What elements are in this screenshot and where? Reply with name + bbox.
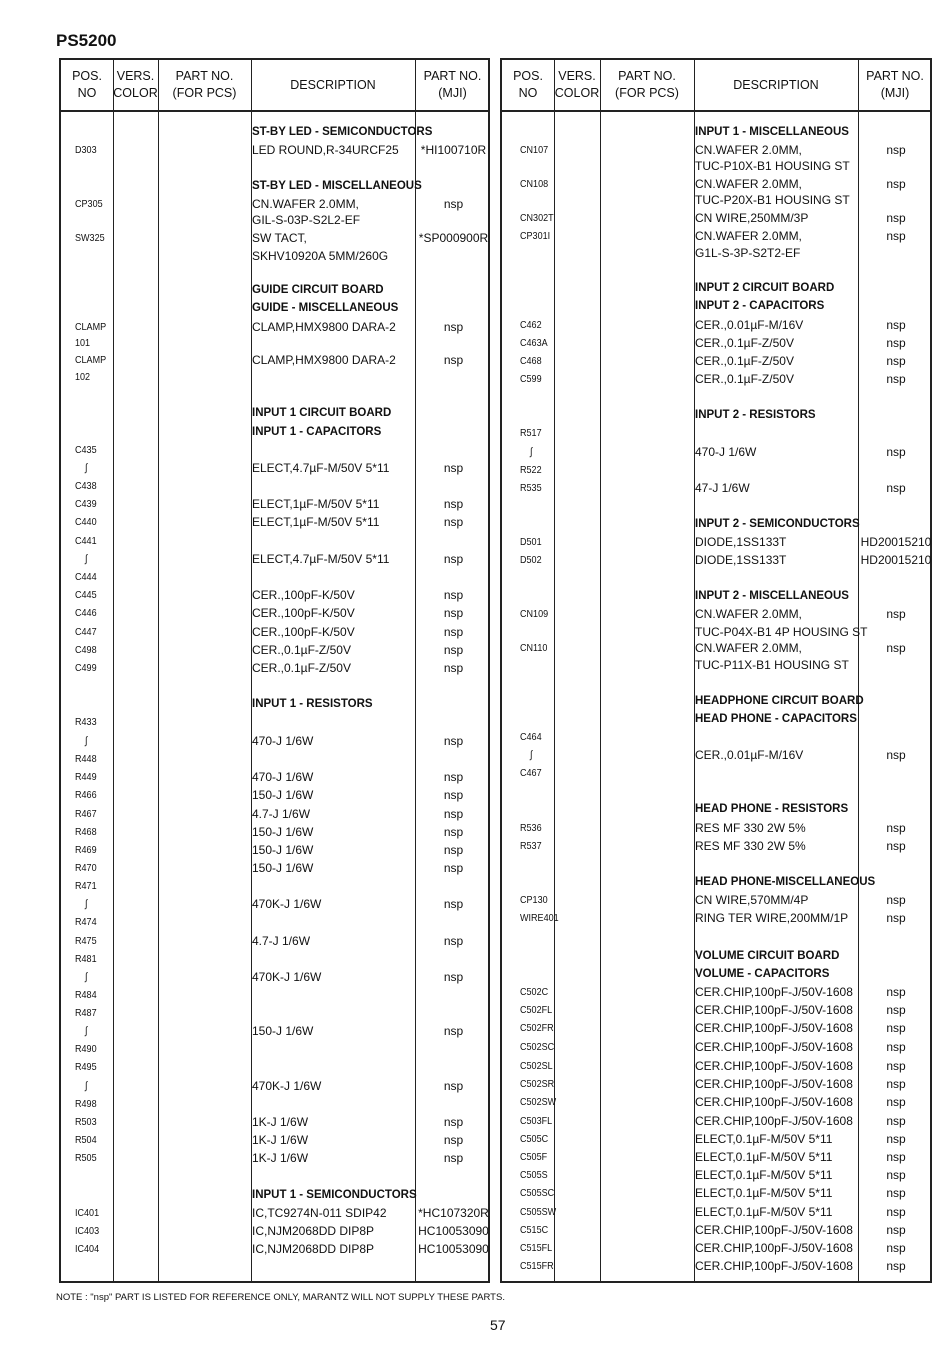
description-cell: CER.,0.1µF-Z/50V bbox=[252, 661, 351, 675]
pos-no-cell: C444 bbox=[75, 571, 97, 583]
part-no-mji-cell: nsp bbox=[443, 934, 464, 948]
section-heading: HEADPHONE CIRCUIT BOARD bbox=[695, 695, 864, 707]
description-cell: DIODE,1SS133T bbox=[695, 553, 787, 567]
description-cell: ELECT,4.7µF-M/50V 5*11 bbox=[252, 552, 390, 566]
description-cell: 1K-J 1/6W bbox=[252, 1115, 309, 1129]
description-cell: 470-J 1/6W bbox=[252, 770, 314, 784]
description-cell: CER.CHIP,100pF-J/50V-1608 bbox=[695, 1040, 853, 1054]
description-cell: 470-J 1/6W bbox=[252, 734, 314, 748]
section-heading: INPUT 2 - SEMICONDUCTORS bbox=[695, 518, 860, 530]
description-cell: ELECT,0.1µF-M/50V 5*11 bbox=[695, 1132, 833, 1146]
description-cell: CER.CHIP,100pF-J/50V-1608 bbox=[695, 1059, 853, 1073]
description-cell: CER.,0.01µF-M/16V bbox=[695, 318, 804, 332]
pos-no-cell: C505SW bbox=[520, 1206, 557, 1218]
pos-no-cell: D303 bbox=[75, 144, 97, 156]
description-cell: 470K-J 1/6W bbox=[252, 1079, 322, 1093]
footnote: NOTE : "nsp" PART IS LISTED FOR REFERENCE ONLY, MARANTZ WILL NOT SUPPLY THESE PARTS. bbox=[56, 1292, 505, 1303]
description-cell: IC,NJM2068DD DIP8P bbox=[252, 1224, 375, 1238]
part-no-mji-cell: nsp bbox=[443, 788, 464, 802]
part-no-mji-cell: nsp bbox=[886, 143, 906, 157]
part-no-mji-cell: HD20015210 bbox=[860, 553, 932, 567]
description-cell: LED ROUND,R-34URCF25 bbox=[252, 143, 399, 157]
description-cell: CER.,0.1µF-Z/50V bbox=[252, 643, 351, 657]
header-pos-no: POS. NO bbox=[72, 69, 102, 100]
section-heading: GUIDE CIRCUIT BOARD bbox=[252, 284, 384, 296]
description-cell: 1K-J 1/6W bbox=[252, 1151, 309, 1165]
part-no-mji-cell: nsp bbox=[886, 839, 906, 853]
description-cell: SKHV10920A 5MM/260G bbox=[252, 249, 389, 263]
range-indicator: ∫ bbox=[530, 749, 533, 761]
part-no-mji-cell: nsp bbox=[443, 1079, 464, 1093]
description-cell: CER.CHIP,100pF-J/50V-1608 bbox=[695, 1114, 853, 1128]
section-heading: INPUT 1 CIRCUIT BOARD bbox=[252, 407, 392, 419]
part-no-mji-cell: *HC107320R bbox=[418, 1206, 489, 1220]
description-cell: CER.CHIP,100pF-J/50V-1608 bbox=[695, 1077, 853, 1091]
description-cell: ELECT,0.1µF-M/50V 5*11 bbox=[695, 1186, 833, 1200]
description-cell: 47-J 1/6W bbox=[695, 481, 750, 495]
part-no-mji-cell: nsp bbox=[886, 1040, 906, 1054]
description-cell: G1L-S-3P-S2T2-EF bbox=[695, 246, 801, 260]
pos-no-cell: C441 bbox=[75, 535, 97, 547]
part-no-mji-cell: nsp bbox=[443, 461, 464, 475]
section-heading: VOLUME CIRCUIT BOARD bbox=[695, 950, 840, 962]
pos-no-cell: R475 bbox=[75, 935, 97, 947]
pos-no-cell: 101 bbox=[75, 337, 91, 349]
pos-no-cell: C440 bbox=[75, 516, 97, 528]
part-no-mji-cell: nsp bbox=[443, 1151, 464, 1165]
part-no-mji-cell: HC10053090 bbox=[418, 1242, 489, 1256]
pos-no-cell: C502FL bbox=[520, 1004, 553, 1016]
part-no-mji-cell: nsp bbox=[886, 1059, 906, 1073]
description-cell: CER.CHIP,100pF-J/50V-1608 bbox=[695, 1021, 853, 1035]
description-cell: 150-J 1/6W bbox=[252, 861, 314, 875]
header-part-no-pcs: PART NO. (FOR PCS) bbox=[615, 69, 679, 100]
pos-no-cell: R535 bbox=[520, 482, 542, 494]
part-no-mji-cell: nsp bbox=[443, 353, 464, 367]
pos-no-cell: R490 bbox=[75, 1043, 97, 1055]
section-heading: INPUT 1 - SEMICONDUCTORS bbox=[252, 1189, 417, 1201]
range-indicator: ∫ bbox=[85, 735, 88, 747]
description-cell: RES MF 330 2W 5% bbox=[695, 821, 806, 835]
part-no-mji-cell: nsp bbox=[886, 177, 906, 191]
part-no-mji-cell: nsp bbox=[443, 734, 464, 748]
section-heading: INPUT 1 - CAPACITORS bbox=[252, 426, 382, 438]
description-cell: CER.,0.01µF-M/16V bbox=[695, 748, 804, 762]
description-cell: DIODE,1SS133T bbox=[695, 535, 787, 549]
part-no-mji-cell: nsp bbox=[886, 1150, 906, 1164]
description-cell: SW TACT, bbox=[252, 231, 307, 245]
description-cell: TUC-P11X-B1 HOUSING ST bbox=[695, 658, 849, 672]
part-no-mji-cell: nsp bbox=[443, 625, 464, 639]
range-indicator: ∫ bbox=[85, 462, 88, 474]
range-indicator: ∫ bbox=[85, 553, 88, 565]
part-no-mji-cell: nsp bbox=[886, 893, 906, 907]
range-indicator: ∫ bbox=[85, 971, 88, 983]
section-heading: INPUT 2 - MISCELLANEOUS bbox=[695, 590, 849, 602]
part-no-mji-cell: HD20015210 bbox=[860, 535, 932, 549]
part-no-mji-cell: nsp bbox=[443, 825, 464, 839]
pos-no-cell: C502SL bbox=[520, 1060, 553, 1072]
description-cell: CER.,0.1µF-Z/50V bbox=[695, 336, 794, 350]
page-title: PS5200 bbox=[56, 31, 117, 50]
pos-no-cell: R517 bbox=[520, 427, 542, 439]
description-cell: 150-J 1/6W bbox=[252, 825, 314, 839]
section-heading: HEAD PHONE - RESISTORS bbox=[695, 803, 849, 815]
description-cell: ELECT,1µF-M/50V 5*11 bbox=[252, 515, 380, 529]
section-heading: INPUT 1 - RESISTORS bbox=[252, 698, 373, 710]
description-cell: TUC-P20X-B1 HOUSING ST bbox=[695, 193, 850, 207]
pos-no-cell: C467 bbox=[520, 767, 542, 779]
description-cell: ELECT,0.1µF-M/50V 5*11 bbox=[695, 1150, 833, 1164]
part-no-mji-cell: nsp bbox=[443, 643, 464, 657]
pos-no-cell: R503 bbox=[75, 1116, 97, 1128]
header-vers-color: VERS. COLOR bbox=[113, 69, 158, 100]
pos-no-cell: R505 bbox=[75, 1152, 97, 1164]
pos-no-cell: 102 bbox=[75, 371, 91, 383]
pos-no-cell: C505C bbox=[520, 1133, 549, 1145]
pos-no-cell: R504 bbox=[75, 1134, 97, 1146]
description-cell: CN WIRE,250MM/3P bbox=[695, 211, 809, 225]
section-heading: VOLUME - CAPACITORS bbox=[695, 968, 830, 980]
description-cell: 150-J 1/6W bbox=[252, 788, 314, 802]
pos-no-cell: R487 bbox=[75, 1007, 97, 1019]
pos-no-cell: R467 bbox=[75, 808, 97, 820]
range-indicator: ∫ bbox=[85, 898, 88, 910]
description-cell: CN.WAFER 2.0MM, bbox=[252, 197, 359, 211]
part-no-mji-cell: nsp bbox=[886, 911, 906, 925]
part-no-mji-cell: nsp bbox=[886, 641, 906, 655]
part-no-mji-cell: nsp bbox=[886, 445, 906, 459]
pos-no-cell: R522 bbox=[520, 464, 542, 476]
parts-table-right bbox=[500, 58, 932, 1283]
pos-no-cell: R495 bbox=[75, 1061, 97, 1073]
part-no-mji-cell: nsp bbox=[443, 843, 464, 857]
description-cell: 1K-J 1/6W bbox=[252, 1133, 309, 1147]
pos-no-cell: R448 bbox=[75, 753, 97, 765]
pos-no-cell: C515FR bbox=[520, 1260, 554, 1272]
pos-no-cell: CLAMP bbox=[75, 354, 107, 366]
range-indicator: ∫ bbox=[85, 1025, 88, 1037]
pos-no-cell: SW325 bbox=[75, 232, 105, 244]
description-cell: RES MF 330 2W 5% bbox=[695, 839, 806, 853]
pos-no-cell: CN109 bbox=[520, 608, 549, 620]
part-no-mji-cell: nsp bbox=[886, 1114, 906, 1128]
pos-no-cell: C502C bbox=[520, 986, 549, 998]
header-part-no-pcs: PART NO. (FOR PCS) bbox=[172, 69, 237, 100]
pos-no-cell: CN110 bbox=[520, 642, 548, 654]
pos-no-cell: CN107 bbox=[520, 144, 549, 156]
pos-no-cell: C502SW bbox=[520, 1096, 557, 1108]
header-pos-no: POS. NO bbox=[513, 69, 543, 100]
part-no-mji-cell: nsp bbox=[886, 1205, 906, 1219]
description-cell: 4.7-J 1/6W bbox=[252, 807, 311, 821]
pos-no-cell: R469 bbox=[75, 844, 97, 856]
description-cell: CLAMP,HMX9800 DARA-2 bbox=[252, 353, 396, 367]
part-no-mji-cell: nsp bbox=[886, 1021, 906, 1035]
header-description: DESCRIPTION bbox=[733, 77, 819, 92]
description-cell: CN WIRE,570MM/4P bbox=[695, 893, 809, 907]
pos-no-cell: C438 bbox=[75, 480, 97, 492]
part-no-mji-cell: nsp bbox=[443, 770, 464, 784]
part-no-mji-cell: nsp bbox=[886, 211, 906, 225]
part-no-mji-cell: nsp bbox=[886, 1003, 906, 1017]
pos-no-cell: R498 bbox=[75, 1098, 97, 1110]
part-no-mji-cell: nsp bbox=[443, 515, 464, 529]
description-cell: CN.WAFER 2.0MM, bbox=[695, 229, 802, 243]
pos-no-cell: CP301I bbox=[520, 230, 551, 242]
pos-no-cell: R484 bbox=[75, 989, 97, 1001]
description-cell: ELECT,0.1µF-M/50V 5*11 bbox=[695, 1205, 833, 1219]
part-no-mji-cell: nsp bbox=[886, 607, 906, 621]
pos-no-cell: C446 bbox=[75, 607, 97, 619]
description-cell: 470K-J 1/6W bbox=[252, 897, 322, 911]
pos-no-cell: C445 bbox=[75, 589, 97, 601]
header-vers-color: VERS. COLOR bbox=[554, 69, 600, 100]
part-no-mji-cell: nsp bbox=[886, 985, 906, 999]
part-no-mji-cell: nsp bbox=[886, 1168, 906, 1182]
part-no-mji-cell: nsp bbox=[443, 552, 464, 566]
pos-no-cell: R449 bbox=[75, 771, 97, 783]
pos-no-cell: C502FR bbox=[520, 1022, 554, 1034]
part-no-mji-cell: nsp bbox=[886, 354, 906, 368]
part-no-mji-cell: nsp bbox=[443, 320, 464, 334]
description-cell: IC,NJM2068DD DIP8P bbox=[252, 1242, 375, 1256]
part-no-mji-cell: nsp bbox=[443, 606, 464, 620]
part-no-mji-cell: nsp bbox=[443, 1115, 464, 1129]
part-no-mji-cell: nsp bbox=[886, 1186, 906, 1200]
part-no-mji-cell: *HI100710R bbox=[420, 143, 487, 157]
description-cell: 4.7-J 1/6W bbox=[252, 934, 311, 948]
part-no-mji-cell: nsp bbox=[443, 588, 464, 602]
pos-no-cell: R470 bbox=[75, 862, 97, 874]
pos-no-cell: C462 bbox=[520, 319, 542, 331]
pos-no-cell: CN302T bbox=[520, 212, 554, 224]
parts-table-left bbox=[59, 58, 490, 1283]
section-heading: INPUT 2 - RESISTORS bbox=[695, 409, 816, 421]
pos-no-cell: C515C bbox=[520, 1224, 549, 1236]
description-cell: CER.CHIP,100pF-J/50V-1608 bbox=[695, 985, 853, 999]
part-no-mji-cell: nsp bbox=[443, 661, 464, 675]
part-no-mji-cell: nsp bbox=[886, 1223, 906, 1237]
pos-no-cell: R536 bbox=[520, 822, 542, 834]
description-cell: RING TER WIRE,200MM/1P bbox=[695, 911, 849, 925]
pos-no-cell: C498 bbox=[75, 644, 97, 656]
header-description: DESCRIPTION bbox=[290, 77, 376, 92]
part-no-mji-cell: nsp bbox=[443, 197, 464, 211]
part-no-mji-cell: nsp bbox=[886, 748, 906, 762]
description-cell: TUC-P10X-B1 HOUSING ST bbox=[695, 159, 850, 173]
pos-no-cell: CP130 bbox=[520, 894, 548, 906]
description-cell: CLAMP,HMX9800 DARA-2 bbox=[252, 320, 396, 334]
part-no-mji-cell: nsp bbox=[886, 1241, 906, 1255]
pos-no-cell: IC403 bbox=[75, 1225, 100, 1237]
pos-no-cell: C463A bbox=[520, 337, 548, 349]
pos-no-cell: C435 bbox=[75, 444, 97, 456]
pos-no-cell: CN108 bbox=[520, 178, 549, 190]
part-no-mji-cell: nsp bbox=[886, 229, 906, 243]
pos-no-cell: D501 bbox=[520, 536, 542, 548]
pos-no-cell: C447 bbox=[75, 626, 97, 638]
description-cell: 150-J 1/6W bbox=[252, 843, 314, 857]
description-cell: CER.,100pF-K/50V bbox=[252, 606, 355, 620]
pos-no-cell: C499 bbox=[75, 662, 97, 674]
pos-no-cell: R474 bbox=[75, 916, 97, 928]
part-no-mji-cell: nsp bbox=[886, 1132, 906, 1146]
description-cell: 470K-J 1/6W bbox=[252, 970, 322, 984]
description-cell: CER.,0.1µF-Z/50V bbox=[695, 372, 794, 386]
pos-no-cell: C439 bbox=[75, 498, 97, 510]
pos-no-cell: R468 bbox=[75, 826, 97, 838]
description-cell: CER.,100pF-K/50V bbox=[252, 588, 355, 602]
section-heading: INPUT 1 - MISCELLANEOUS bbox=[695, 126, 849, 138]
part-no-mji-cell: nsp bbox=[886, 1077, 906, 1091]
part-no-mji-cell: nsp bbox=[443, 807, 464, 821]
pos-no-cell: R537 bbox=[520, 840, 542, 852]
description-cell: CER.CHIP,100pF-J/50V-1608 bbox=[695, 1241, 853, 1255]
pos-no-cell: C468 bbox=[520, 355, 542, 367]
description-cell: CER.CHIP,100pF-J/50V-1608 bbox=[695, 1223, 853, 1237]
pos-no-cell: R481 bbox=[75, 953, 97, 965]
description-cell: CER.CHIP,100pF-J/50V-1608 bbox=[695, 1003, 853, 1017]
pos-no-cell: C503FL bbox=[520, 1115, 553, 1127]
part-no-mji-cell: nsp bbox=[443, 897, 464, 911]
part-no-mji-cell: nsp bbox=[443, 1133, 464, 1147]
part-no-mji-cell: nsp bbox=[886, 318, 906, 332]
part-no-mji-cell: nsp bbox=[886, 1095, 906, 1109]
part-no-mji-cell: *SP000900R bbox=[418, 231, 489, 245]
section-heading: GUIDE - MISCELLANEOUS bbox=[252, 302, 399, 314]
section-heading: ST-BY LED - SEMICONDUCTORS bbox=[252, 126, 433, 138]
pos-no-cell: IC404 bbox=[75, 1243, 100, 1255]
pos-no-cell: C464 bbox=[520, 731, 542, 743]
pos-no-cell: CP305 bbox=[75, 198, 103, 210]
description-cell: GIL-S-03P-S2L2-EF bbox=[252, 213, 361, 227]
description-cell: IC,TC9274N-011 SDIP42 bbox=[252, 1206, 387, 1220]
pos-no-cell: R433 bbox=[75, 716, 97, 728]
pos-no-cell: IC401 bbox=[75, 1207, 100, 1219]
description-cell: CN.WAFER 2.0MM, bbox=[695, 641, 802, 655]
pos-no-cell: C502SR bbox=[520, 1078, 555, 1090]
part-no-mji-cell: nsp bbox=[443, 970, 464, 984]
pos-no-cell: CLAMP bbox=[75, 321, 107, 333]
pos-no-cell: C502SC bbox=[520, 1041, 555, 1053]
range-indicator: ∫ bbox=[530, 446, 533, 458]
part-no-mji-cell: nsp bbox=[886, 372, 906, 386]
description-cell: ELECT,0.1µF-M/50V 5*11 bbox=[695, 1168, 833, 1182]
part-no-mji-cell: nsp bbox=[443, 861, 464, 875]
part-no-mji-cell: nsp bbox=[886, 821, 906, 835]
description-cell: TUC-P04X-B1 4P HOUSING ST bbox=[695, 625, 868, 639]
description-cell: CN.WAFER 2.0MM, bbox=[695, 607, 802, 621]
description-cell: CN.WAFER 2.0MM, bbox=[695, 177, 802, 191]
header-part-no-mji: PART NO. (MJI) bbox=[866, 69, 924, 100]
pos-no-cell: C505F bbox=[520, 1151, 548, 1163]
description-cell: 150-J 1/6W bbox=[252, 1024, 314, 1038]
pos-no-cell: C505SC bbox=[520, 1187, 555, 1199]
description-cell: CER.,0.1µF-Z/50V bbox=[695, 354, 794, 368]
header-part-no-mji: PART NO. (MJI) bbox=[423, 69, 482, 100]
description-cell: CER.CHIP,100pF-J/50V-1608 bbox=[695, 1259, 853, 1273]
section-heading: ST-BY LED - MISCELLANEOUS bbox=[252, 180, 422, 192]
description-cell: CER.,100pF-K/50V bbox=[252, 625, 355, 639]
pos-no-cell: WIRE401 bbox=[520, 912, 559, 924]
part-no-mji-cell: nsp bbox=[443, 497, 464, 511]
description-cell: ELECT,4.7µF-M/50V 5*11 bbox=[252, 461, 390, 475]
pos-no-cell: C515FL bbox=[520, 1242, 553, 1254]
part-no-mji-cell: HC10053090 bbox=[418, 1224, 489, 1238]
page-number: 57 bbox=[490, 1317, 506, 1333]
section-heading: INPUT 2 CIRCUIT BOARD bbox=[695, 282, 835, 294]
pos-no-cell: C599 bbox=[520, 373, 542, 385]
description-cell: ELECT,1µF-M/50V 5*11 bbox=[252, 497, 380, 511]
part-no-mji-cell: nsp bbox=[443, 1024, 464, 1038]
section-heading: HEAD PHONE - CAPACITORS bbox=[695, 713, 857, 725]
part-no-mji-cell: nsp bbox=[886, 481, 906, 495]
description-cell: CER.CHIP,100pF-J/50V-1608 bbox=[695, 1095, 853, 1109]
description-cell: 470-J 1/6W bbox=[695, 445, 757, 459]
pos-no-cell: D502 bbox=[520, 554, 542, 566]
pos-no-cell: R471 bbox=[75, 880, 97, 892]
part-no-mji-cell: nsp bbox=[886, 336, 906, 350]
description-cell: CN.WAFER 2.0MM, bbox=[695, 143, 802, 157]
range-indicator: ∫ bbox=[85, 1080, 88, 1092]
section-heading: INPUT 2 - CAPACITORS bbox=[695, 300, 825, 312]
section-heading: HEAD PHONE-MISCELLANEOUS bbox=[695, 876, 876, 888]
part-no-mji-cell: nsp bbox=[886, 1259, 906, 1273]
pos-no-cell: R466 bbox=[75, 789, 97, 801]
pos-no-cell: C505S bbox=[520, 1169, 548, 1181]
